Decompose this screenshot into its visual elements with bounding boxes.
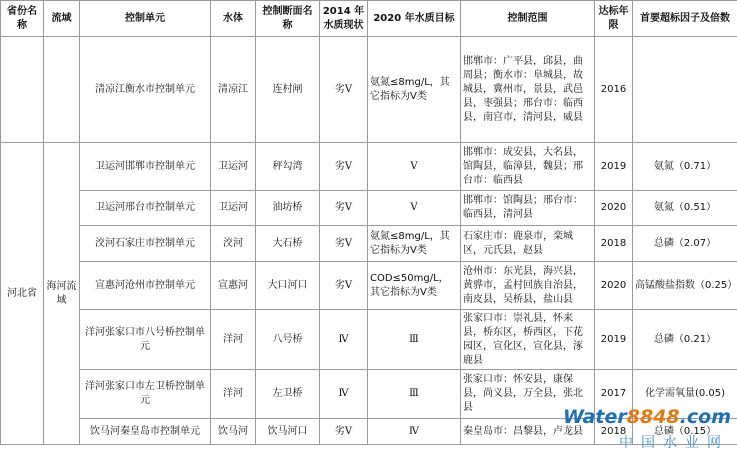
target-cell: Ⅴ [368, 191, 461, 226]
section-cell: 八号桥 [256, 310, 320, 370]
watermark-domain: .com [679, 406, 731, 428]
target-cell: Ⅳ [368, 419, 461, 445]
target-cell: 氨氮≤8mg/L，其它指标为Ⅴ类 [368, 226, 461, 262]
year-cell: 2019 [595, 310, 633, 370]
year-cell: 2020 [595, 262, 633, 310]
water-cell: 卫运河 [211, 191, 256, 226]
water-cell: 洨河 [211, 226, 256, 262]
header-province: 省份名称 [1, 1, 44, 37]
header-year: 达标年限 [595, 1, 633, 37]
header-scope: 控制范围 [461, 1, 595, 37]
basin-cell: 海河流域 [44, 143, 80, 445]
basin-cell [44, 37, 80, 143]
watermark-water: Water [562, 406, 627, 428]
status-cell: Ⅳ [320, 310, 368, 370]
table-row [1, 310, 737, 370]
year-cell: 2019 [595, 143, 633, 191]
table-row [1, 370, 737, 419]
unit-cell: 清凉江衡水市控制单元 [80, 37, 211, 143]
scope-cell: 邯郸市：馆陶县；邢台市：临西县，清河县 [461, 191, 595, 226]
province-cell [1, 37, 44, 143]
header-basin: 流域 [44, 1, 80, 37]
header-water-body: 水体 [211, 1, 256, 37]
status-cell: 劣Ⅴ [320, 226, 368, 262]
table-row [1, 143, 737, 191]
factor-cell: 氨氮（0.71） [633, 143, 737, 191]
factor-cell: 氨氮（0.51） [633, 191, 737, 226]
scope-cell: 石家庄市：鹿泉市，栾城区，元氏县，赵县 [461, 226, 595, 262]
unit-cell: 卫运河邢台市控制单元 [80, 191, 211, 226]
status-cell: 劣Ⅴ [320, 143, 368, 191]
table-row [1, 37, 737, 143]
factor-cell: 总磷（0.21） [633, 310, 737, 370]
table-row [1, 419, 737, 445]
section-cell: 油坊桥 [256, 191, 320, 226]
factor-cell: 总磷（0.15） [633, 419, 737, 445]
factor-cell: 总磷（2.07） [633, 226, 737, 262]
year-cell: 2018 [595, 419, 633, 445]
watermark-site-name: 中国水业网 [619, 435, 729, 451]
header-control-unit: 控制单元 [80, 1, 211, 37]
unit-cell: 卫运河邯郸市控制单元 [80, 143, 211, 191]
year-cell: 2018 [595, 226, 633, 262]
water-cell: 饮马河 [211, 419, 256, 445]
watermark-number: 8848 [626, 406, 680, 428]
table-row [1, 262, 737, 310]
header-status-2014: 2014 年水质现状 [320, 1, 368, 37]
scope-cell: 秦皇岛市：昌黎县，卢龙县 [461, 419, 595, 445]
water-cell: 洋河 [211, 310, 256, 370]
section-cell: 左卫桥 [256, 370, 320, 419]
province-cell: 河北省 [1, 143, 44, 445]
section-cell: 秤勾湾 [256, 143, 320, 191]
scope-cell: 邯郸市：广平县，邱县，曲周县；衡水市：阜城县，故城县，冀州市，景县，武邑县，枣强县；邢台市：临西县，南宫市，清河县，威县 [461, 37, 595, 143]
target-cell: COD≤50mg/L，其它指标为Ⅴ类 [368, 262, 461, 310]
unit-cell: 饮马河秦皇岛市控制单元 [80, 419, 211, 445]
water-cell: 清凉江 [211, 37, 256, 143]
section-cell: 大石桥 [256, 226, 320, 262]
target-cell: 氨氮≤8mg/L，其它指标为Ⅴ类 [368, 37, 461, 143]
table-row [1, 226, 737, 262]
unit-cell: 宣惠河沧州市控制单元 [80, 262, 211, 310]
factor-cell: 化学需氧量(0.05) [633, 370, 737, 419]
water-cell: 卫运河 [211, 143, 256, 191]
scope-cell: 张家口市：崇礼县，怀来县，桥东区，桥西区，下花园区，宣化区，宣化县，涿鹿县 [461, 310, 595, 370]
unit-cell: 洨河石家庄市控制单元 [80, 226, 211, 262]
unit-cell: 洋河张家口市左卫桥控制单元 [80, 370, 211, 419]
water-cell: 宣惠河 [211, 262, 256, 310]
header-section: 控制断面名称 [256, 1, 320, 37]
year-cell: 2017 [595, 370, 633, 419]
status-cell: 劣Ⅴ [320, 37, 368, 143]
table-row [1, 191, 737, 226]
factor-cell [633, 37, 737, 143]
scope-cell: 邯郸市：成安县，大名县，馆陶县，临漳县，魏县；邢台市：临西县 [461, 143, 595, 191]
header-target-2020: 2020 年水质目标 [368, 1, 461, 37]
section-cell: 饮马河口 [256, 419, 320, 445]
scope-cell: 沧州市：东光县，海兴县，黄骅市，孟村回族自治县，南皮县，吴桥县，盐山县 [461, 262, 595, 310]
year-cell: 2020 [595, 191, 633, 226]
status-cell: Ⅳ [320, 370, 368, 419]
section-cell: 大口河口 [256, 262, 320, 310]
target-cell: Ⅲ [368, 310, 461, 370]
target-cell: Ⅲ [368, 370, 461, 419]
header-factor: 首要超标因子及倍数 [633, 1, 737, 37]
section-cell: 连村闸 [256, 37, 320, 143]
water-cell: 洋河 [211, 370, 256, 419]
status-cell: 劣Ⅴ [320, 262, 368, 310]
unit-cell: 洋河张家口市八号桥控制单元 [80, 310, 211, 370]
target-cell: Ⅴ [368, 143, 461, 191]
status-cell: 劣Ⅴ [320, 419, 368, 445]
year-cell: 2016 [595, 37, 633, 143]
scope-cell: 张家口市：怀安县，康保县，尚义县，万全县，张北县 [461, 370, 595, 419]
table-header-row [1, 1, 737, 37]
factor-cell: 高锰酸盐指数（0.25） [633, 262, 737, 310]
status-cell: 劣Ⅴ [320, 191, 368, 226]
